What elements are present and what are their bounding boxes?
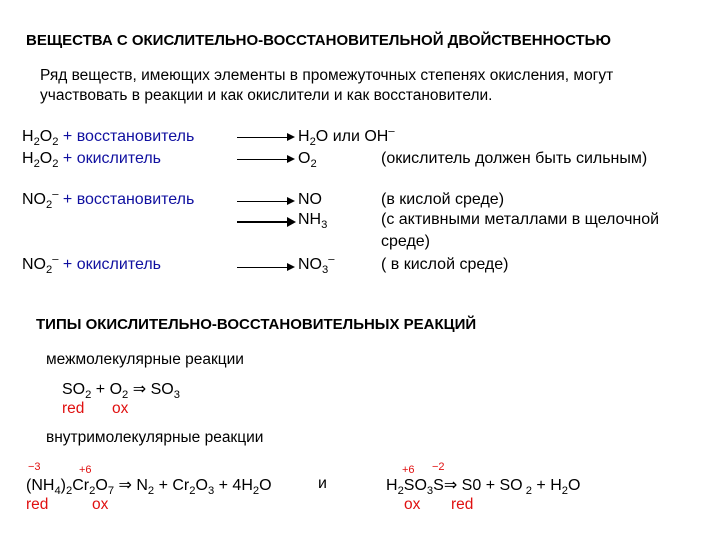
oxidation-state-label: +6 (79, 464, 92, 476)
oxidation-state-label: −3 (28, 461, 41, 473)
intro-line-2: участвовать в реакции и как окислители и как восстановители. (40, 87, 493, 104)
red-label: red (26, 496, 49, 513)
no2-reductant-reactant: $NO_2^-$ + восстановитель (22, 188, 195, 212)
oxidation-state-label: +6 (402, 464, 415, 476)
oxidation-state-label: −2 (432, 461, 445, 473)
h2o2-reductant-product: $H_2O$ или OH– (298, 125, 395, 149)
intro-line-1: Ряд веществ, имеющих элементы в промежуточных степенях окисления, могут (40, 67, 614, 84)
no2-note-alkaline-line2: среде) (381, 233, 431, 250)
intramolecular-heading: внутримолекулярные реакции (46, 429, 264, 446)
reaction-arrow (237, 197, 295, 205)
intermolecular-equation: $SO_2 + O_2$ ⇒ $SO_3$ (62, 381, 180, 402)
section-title-duality: ВЕЩЕСТВА С ОКИСЛИТЕЛЬНО-ВОССТАНОВИТЕЛЬНОЙ ДВОЙСТВЕННОСТЬЮ (26, 32, 611, 49)
red-label: red (62, 400, 85, 417)
ox-label: ox (404, 496, 421, 513)
no2-note-acidic-2: ( в кислой среде) (381, 256, 509, 273)
h2o2-oxidant-reactant: $H_2O_2$ + окислитель (22, 150, 162, 171)
reaction-arrow (237, 263, 295, 271)
no2-product-no: NO (298, 191, 322, 208)
intermolecular-heading: межмолекулярные реакции (46, 351, 244, 368)
red-label: red (451, 496, 474, 513)
ox-label: ox (92, 496, 109, 513)
no2-product-no3: $NO_3^-$ (298, 253, 335, 277)
h2o2-oxidant-product: $O_2$ (298, 150, 317, 171)
no2-note-acidic: (в кислой среде) (381, 191, 505, 208)
section-title-types: ТИПЫ ОКИСЛИТЕЛЬНО-ВОССТАНОВИТЕЛЬНЫХ РЕАКЦИЙ (36, 316, 477, 333)
reaction-arrow (237, 217, 296, 227)
intramolecular-equation-2: $H_2SO_3S\Rightarrow$ S0 + SO $_2 + H_2O$ (386, 477, 581, 498)
reaction-arrow (237, 155, 295, 163)
no2-note-alkaline-line1: (с активными металлами в щелочной (381, 211, 660, 228)
reaction-arrow (237, 133, 295, 141)
intramolecular-equation-1: $(NH_4)_2Cr_2O_7$ ⇒ $N_2 + Cr_2O_3 + 4H_2O$ (26, 477, 272, 498)
no2-product-nh3: $NH_3$ (298, 211, 328, 232)
h2o2-oxidant-note: (окислитель должен быть сильным) (381, 150, 648, 167)
h2o2-reductant-reactant: $H_2O_2$ + восстановитель (22, 128, 195, 149)
ox-label: ox (112, 400, 129, 417)
no2-oxidant-reactant: $NO_2^-$ + окислитель (22, 253, 161, 277)
conjunction-and: и (318, 475, 327, 492)
